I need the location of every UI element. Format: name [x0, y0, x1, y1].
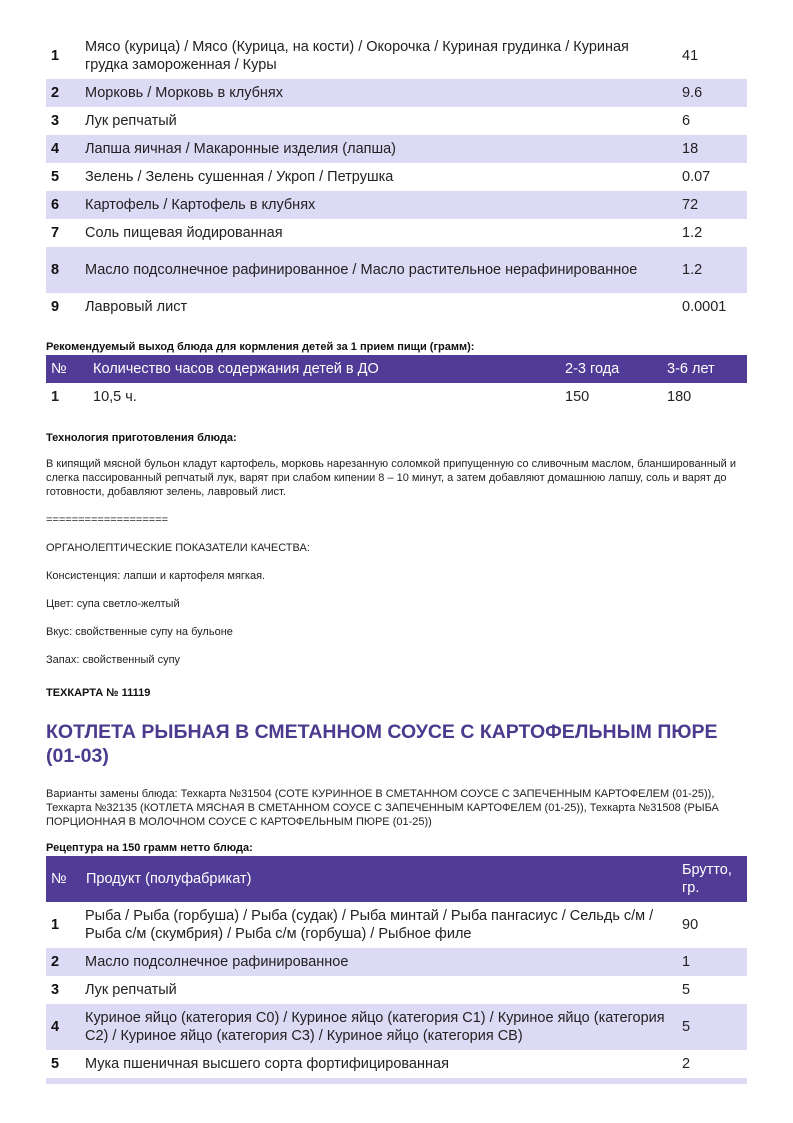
product-weight: 2	[682, 1056, 691, 1072]
table-row	[46, 383, 747, 411]
ingredients-table-2	[46, 856, 747, 1084]
col-header-hours: Количество часов содержания детей в ДО	[92, 355, 564, 383]
row-number: 2	[46, 948, 85, 976]
techcard-number: ТЕХКАРТА № 11119	[46, 687, 151, 699]
product-weight: 90	[682, 917, 699, 933]
row-number: 6	[46, 191, 85, 219]
table-row	[46, 191, 747, 219]
product-name: Лапша яичная / Макаронные изделия (лапша)	[85, 135, 681, 163]
col-header-age-3-6: 3-6 лет	[666, 355, 747, 383]
col-header-number: №	[46, 355, 92, 383]
technology-text: В кипящий мясной бульон кладут картофель, морковь нарезанную соломкой припущенную со сливочным маслом, бланшированный и слегка пассированный репчатый лук, варят при слабом кипении 8 – 10 минут, а затем добавляют домашнюю лапшу, соль и варят до готовности, добавляют зелень, лавровый лист.	[46, 458, 737, 498]
product-weight: 9.6	[681, 79, 747, 107]
product-name: Лавровый лист	[85, 299, 188, 315]
product-weight: 5	[682, 982, 691, 998]
product-weight: 41	[682, 48, 699, 64]
partial-row-cell	[46, 1078, 747, 1084]
product-name: Лук репчатый	[85, 113, 177, 129]
product-name: Масло подсолнечное рафинированное	[85, 948, 681, 976]
recipe-label: Рецептура на 150 грамм нетто блюда:	[46, 842, 253, 854]
table-header-row	[46, 355, 747, 383]
row-number: 3	[51, 982, 60, 998]
table-row	[46, 948, 747, 976]
taste-text: Вкус: свойственные супу на бульоне	[46, 626, 233, 638]
product-weight: 18	[681, 135, 747, 163]
hours-value: 10,5 ч.	[93, 389, 137, 405]
product-name: Масло подсолнечное рафинированное / Масло растительное нерафинированное	[85, 247, 681, 293]
table-row	[46, 79, 747, 107]
product-name: Мясо (курица) / Мясо (Курица, на кости) / Окорочка / Куриная грудинка / Куриная грудка замороженная / Куры	[85, 39, 629, 73]
yield-table	[46, 355, 747, 411]
smell-text: Запах: свойственный супу	[46, 654, 181, 666]
product-weight: 0.07	[682, 169, 711, 185]
row-number: 8	[46, 247, 85, 293]
table-row	[46, 163, 747, 191]
row-number: 7	[51, 225, 60, 241]
col-header-age-2-3: 2-3 года	[564, 355, 666, 383]
ingredients-table-1	[46, 33, 747, 321]
separator-line: ===================	[46, 514, 169, 526]
technology-label: Технология приготовления блюда:	[46, 432, 237, 444]
product-weight: 0.0001	[682, 299, 727, 315]
row-number: 4	[46, 135, 85, 163]
replacement-variants: Варианты замены блюда: Техкарта №31504 (СОТЕ КУРИННОЕ В СМЕТАННОМ СОУСЕ С ЗАПЕЧЕННЫМ КАРТОФЕЛЕМ (01-25)), Техкарта №32135 (КОТЛЕТА МЯСНАЯ В СМЕТАННОМ СОУСЕ С ЗАПЕЧЕННЫМ КАРТОФЕЛЕМ (01-25)), Техкарта №31508 (РЫБА ПОРЦИОННАЯ В МОЛОЧНОМ СОУСЕ С КАРТОФЕЛЬНЫМ ПЮРЕ (01-25))	[46, 788, 719, 828]
table-row	[46, 135, 747, 163]
table-row-partial	[46, 1078, 747, 1084]
yield-label: Рекомендуемый выход блюда для кормления детей за 1 прием пищи (грамм):	[46, 341, 475, 353]
row-number: 1	[51, 389, 60, 405]
row-number: 5	[51, 169, 60, 185]
product-name: Соль пищевая йодированная	[85, 225, 283, 241]
yield-3-6: 180	[667, 389, 692, 405]
table-row	[46, 1050, 747, 1078]
col-header-number: №	[46, 856, 85, 902]
consistency-text: Консистенция: лапши и картофеля мягкая.	[46, 570, 266, 582]
product-weight: 1.2	[682, 225, 703, 241]
row-number: 5	[51, 1056, 60, 1072]
product-weight: 5	[681, 1004, 747, 1050]
product-weight: 6	[682, 113, 691, 129]
product-name: Лук репчатый	[85, 982, 177, 998]
table-row	[46, 247, 747, 293]
product-name: Зелень / Зелень сушенная / Укроп / Петрушка	[85, 169, 394, 185]
table-row	[46, 902, 747, 948]
row-number: 1	[51, 48, 60, 64]
row-number: 1	[51, 917, 60, 933]
product-name: Рыба / Рыба (горбуша) / Рыба (судак) / Рыба минтай / Рыба пангасиус / Сельдь с/м / Рыба с/м (скумбрия) / Рыба с/м (горбуша) / Рыбное филе	[85, 908, 654, 942]
yield-2-3: 150	[565, 389, 590, 405]
row-number: 9	[51, 299, 60, 315]
table-row	[46, 976, 747, 1004]
row-number: 3	[51, 113, 60, 129]
product-weight: 1.2	[681, 247, 747, 293]
product-weight: 72	[681, 191, 747, 219]
table-header-row	[46, 856, 747, 902]
table-row	[46, 107, 747, 135]
table-row	[46, 1004, 747, 1050]
col-header-product: Продукт (полуфабрикат)	[85, 856, 681, 902]
col-header-gross: Брутто, гр.	[681, 856, 747, 902]
product-name: Морковь / Морковь в клубнях	[85, 79, 681, 107]
organoleptic-title: ОРГАНОЛЕПТИЧЕСКИЕ ПОКАЗАТЕЛИ КАЧЕСТВА:	[46, 542, 310, 554]
product-name: Картофель / Картофель в клубнях	[85, 191, 681, 219]
color-text: Цвет: супа светло-желтый	[46, 598, 180, 610]
product-name: Мука пшеничная высшего сорта фортифицированная	[85, 1056, 449, 1072]
row-number: 2	[46, 79, 85, 107]
row-number: 4	[46, 1004, 85, 1050]
table-row	[46, 293, 747, 321]
product-name: Куриное яйцо (категория С0) / Куриное яйцо (категория С1) / Куриное яйцо (категория С2) / Куриное яйцо (категория С3) / Куриное яйцо (категория СВ)	[85, 1004, 681, 1050]
table-row	[46, 33, 747, 79]
table-row	[46, 219, 747, 247]
dish-title: КОТЛЕТА РЫБНАЯ В СМЕТАННОМ СОУСЕ С КАРТОФЕЛЬНЫМ ПЮРЕ (01-03)	[46, 721, 718, 767]
product-weight: 1	[681, 948, 747, 976]
